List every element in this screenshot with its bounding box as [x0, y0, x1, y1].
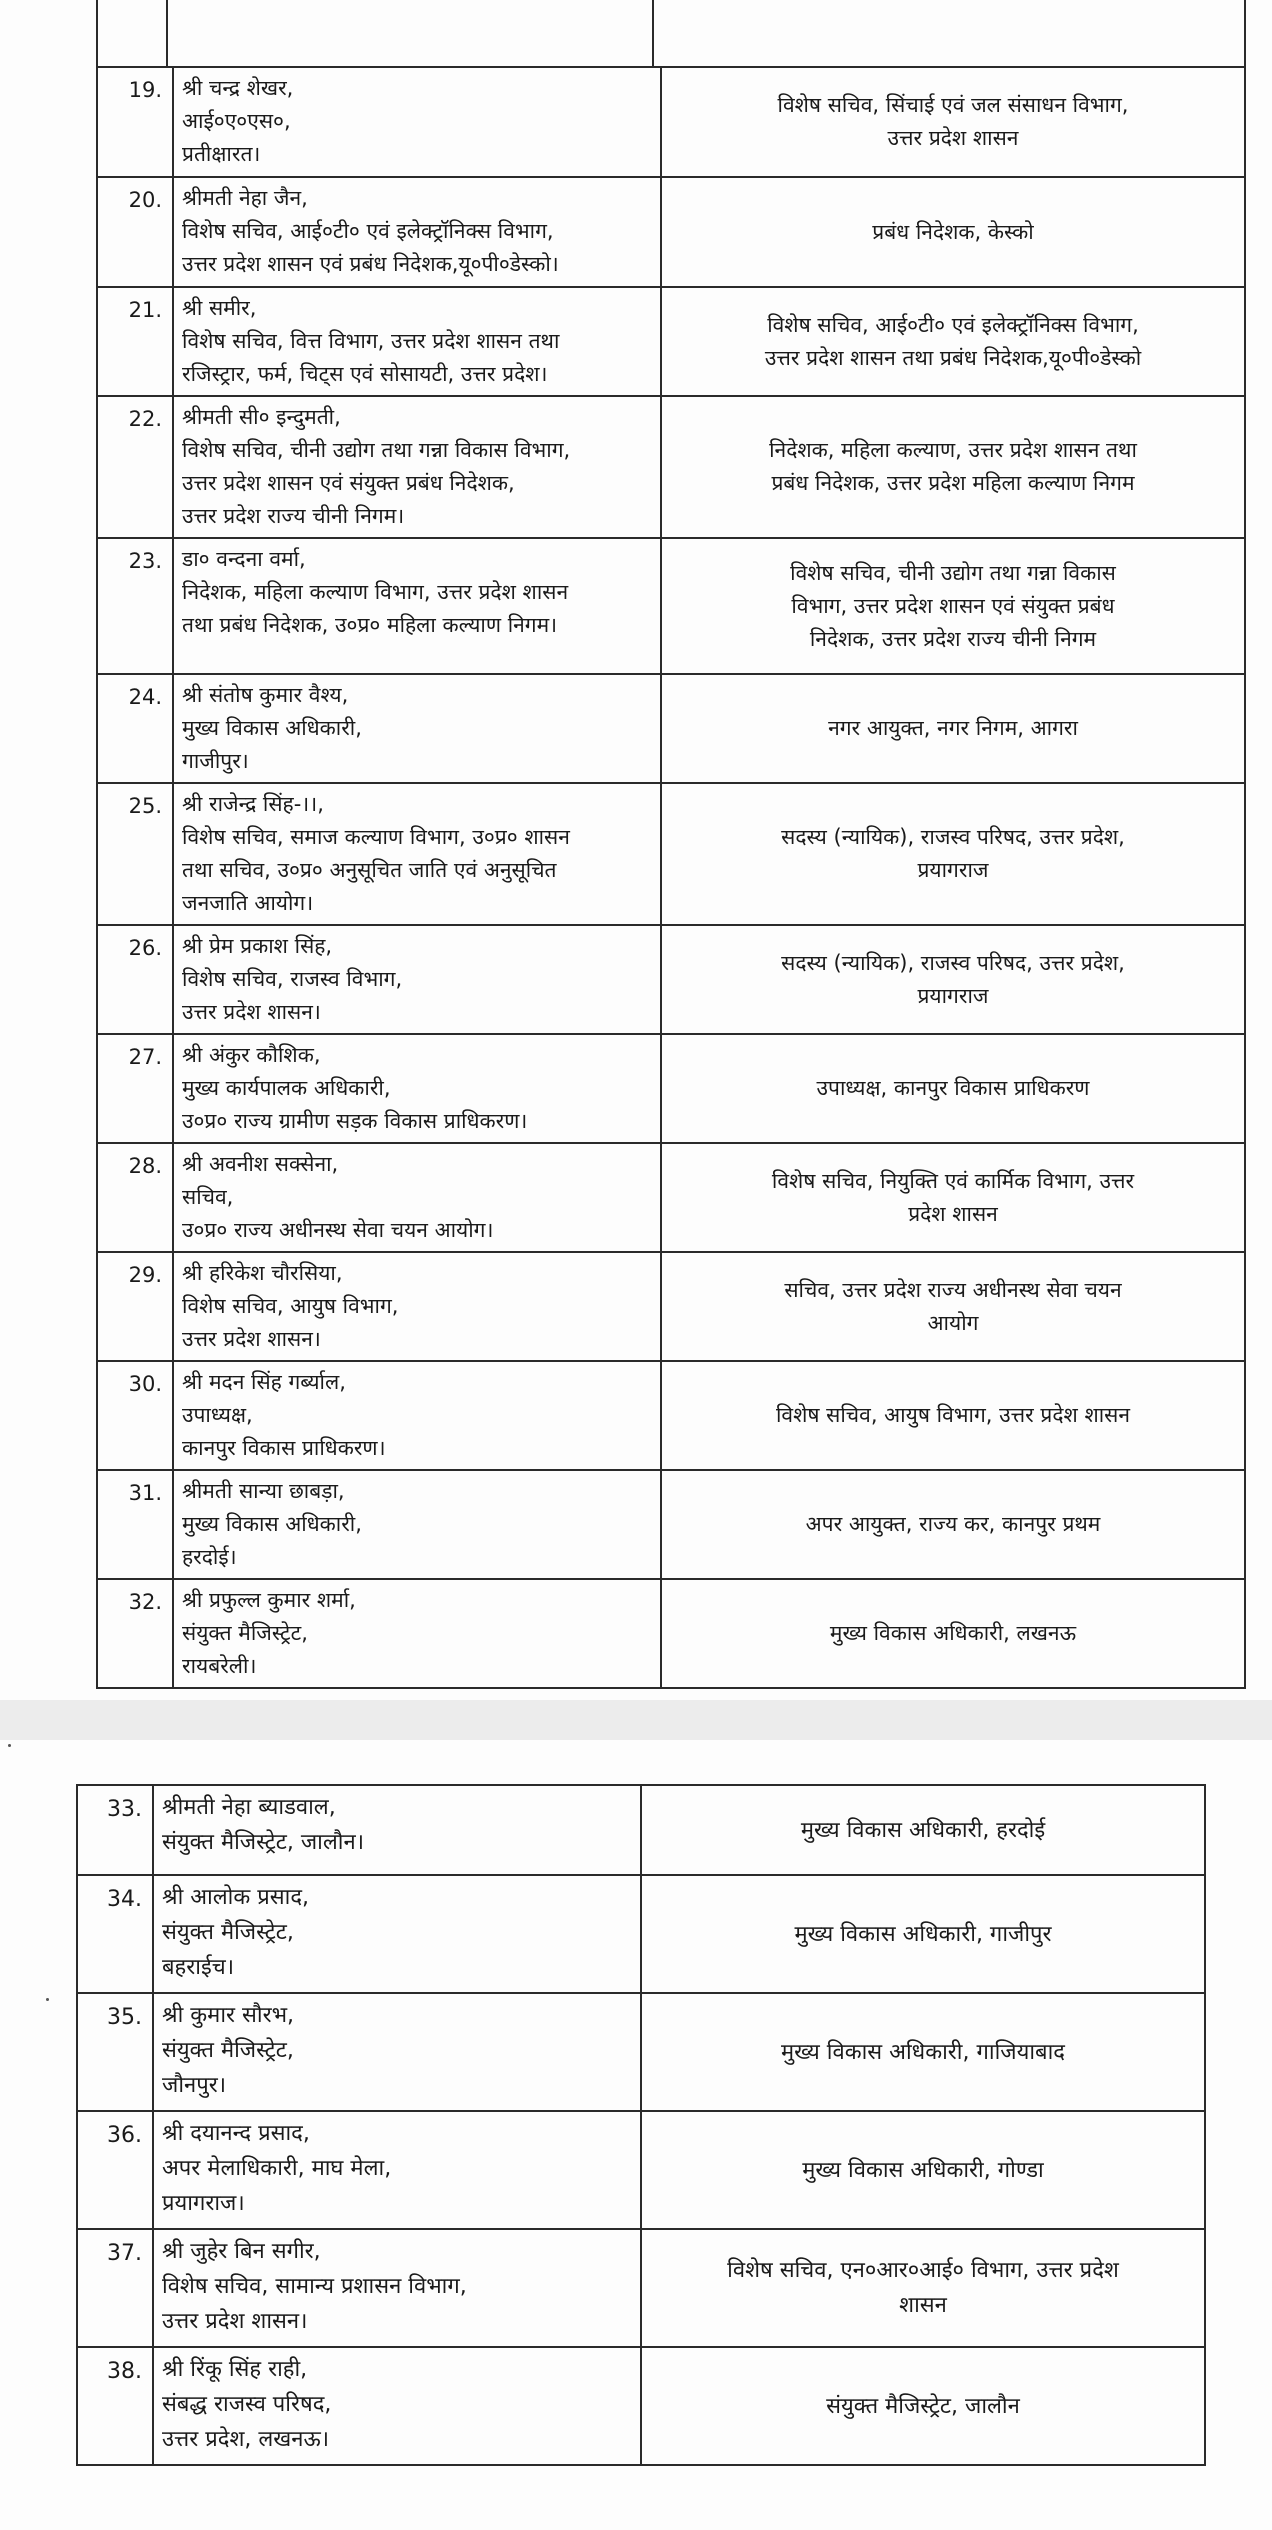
- current-posting-cell: श्री अंकुर कौशिक, मुख्य कार्यपालक अधिकारी, उ०प्र० राज्य ग्रामीण सड़क विकास प्राधिकरण।: [173, 1034, 661, 1143]
- current-posting-cell: श्री प्रफुल्ल कुमार शर्मा, संयुक्त मैजिस्ट्रेट, रायबरेली।: [173, 1579, 661, 1688]
- table-row: [77, 2229, 1205, 2347]
- table-row: [77, 1785, 1205, 1875]
- table-row: [97, 1034, 1245, 1143]
- table-row: [97, 177, 1245, 287]
- new-posting-cell: मुख्य विकास अधिकारी, लखनऊ: [661, 1579, 1245, 1688]
- table-row: [77, 2347, 1205, 2465]
- serial-number-cell: 20.: [97, 177, 173, 287]
- current-posting-cell: श्री कुमार सौरभ, संयुक्त मैजिस्ट्रेट, जौनपुर।: [153, 1993, 641, 2111]
- table-body: [97, 67, 1245, 1688]
- table-row: [97, 783, 1245, 925]
- current-posting-cell: श्री आलोक प्रसाद, संयुक्त मैजिस्ट्रेट, बहराईच।: [153, 1875, 641, 1993]
- serial-number-cell: 32.: [97, 1579, 173, 1688]
- serial-number-cell: 28.: [97, 1143, 173, 1252]
- serial-number-cell: 34.: [77, 1875, 153, 1993]
- table-row: [97, 538, 1245, 674]
- table-row: [77, 1993, 1205, 2111]
- new-posting-cell: विशेष सचिव, आयुष विभाग, उत्तर प्रदेश शासन: [661, 1361, 1245, 1470]
- column-divider: [652, 0, 654, 66]
- current-posting-cell: श्री चन्द्र शेखर, आई०ए०एस०, प्रतीक्षारत।: [173, 67, 661, 177]
- new-posting-cell: मुख्य विकास अधिकारी, गाजीपुर: [641, 1875, 1205, 1993]
- column-divider: [166, 0, 168, 66]
- table-row: [97, 1470, 1245, 1579]
- new-posting-cell: प्रबंध निदेशक, केस्को: [661, 177, 1245, 287]
- table-row: [97, 1579, 1245, 1688]
- current-posting-cell: श्री रिंकू सिंह राही, संबद्ध राजस्व परिषद, उत्तर प्रदेश, लखनऊ।: [153, 2347, 641, 2465]
- serial-number-cell: 30.: [97, 1361, 173, 1470]
- table-row: [77, 2111, 1205, 2229]
- new-posting-cell: मुख्य विकास अधिकारी, गाजियाबाद: [641, 1993, 1205, 2111]
- serial-number-cell: 23.: [97, 538, 173, 674]
- new-posting-cell: विशेष सचिव, सिंचाई एवं जल संसाधन विभाग, उत्तर प्रदेश शासन: [661, 67, 1245, 177]
- current-posting-cell: श्री अवनीश सक्सेना, सचिव, उ०प्र० राज्य अधीनस्थ सेवा चयन आयोग।: [173, 1143, 661, 1252]
- table-top-continuation: [96, 0, 1246, 66]
- new-posting-cell: मुख्य विकास अधिकारी, गोण्डा: [641, 2111, 1205, 2229]
- current-posting-cell: श्रीमती सान्या छाबड़ा, मुख्य विकास अधिकारी, हरदोई।: [173, 1470, 661, 1579]
- serial-number-cell: 31.: [97, 1470, 173, 1579]
- current-posting-cell: श्री समीर, विशेष सचिव, वित्त विभाग, उत्तर प्रदेश शासन तथा रजिस्ट्रार, फर्म, चिट्स एवं सोसायटी, उत्तर प्रदेश।: [173, 287, 661, 396]
- table-row: [97, 67, 1245, 177]
- table-row: [97, 1143, 1245, 1252]
- new-posting-cell: विशेष सचिव, नियुक्ति एवं कार्मिक विभाग, उत्तर प्रदेश शासन: [661, 1143, 1245, 1252]
- table-row: [97, 925, 1245, 1034]
- serial-number-cell: 19.: [97, 67, 173, 177]
- table-row: [97, 1361, 1245, 1470]
- new-posting-cell: उपाध्यक्ष, कानपुर विकास प्राधिकरण: [661, 1034, 1245, 1143]
- serial-number-cell: 21.: [97, 287, 173, 396]
- serial-number-cell: 33.: [77, 1785, 153, 1875]
- serial-number-cell: 25.: [97, 783, 173, 925]
- serial-number-cell: 29.: [97, 1252, 173, 1361]
- scan-speck: [8, 1744, 11, 1747]
- current-posting-cell: श्री संतोष कुमार वैश्य, मुख्य विकास अधिकारी, गाजीपुर।: [173, 674, 661, 783]
- current-posting-cell: श्रीमती नेहा ब्याडवाल, संयुक्त मैजिस्ट्रेट, जालौन।: [153, 1785, 641, 1875]
- table-row: [97, 674, 1245, 783]
- document-page-2: [0, 1740, 1272, 2530]
- current-posting-cell: श्रीमती सी० इन्दुमती, विशेष सचिव, चीनी उद्योग तथा गन्ना विकास विभाग, उत्तर प्रदेश शासन एवं संयुक्त प्रबंध निदेशक, उत्तर प्रदेश राज्य चीनी निगम।: [173, 396, 661, 538]
- serial-number-cell: 27.: [97, 1034, 173, 1143]
- new-posting-cell: विशेष सचिव, आई०टी० एवं इलेक्ट्रॉनिक्स विभाग, उत्तर प्रदेश शासन तथा प्रबंध निदेशक,यू०पी०डेस्को: [661, 287, 1245, 396]
- new-posting-cell: विशेष सचिव, एन०आर०आई० विभाग, उत्तर प्रदेश शासन: [641, 2229, 1205, 2347]
- new-posting-cell: नगर आयुक्त, नगर निगम, आगरा: [661, 674, 1245, 783]
- new-posting-cell: संयुक्त मैजिस्ट्रेट, जालौन: [641, 2347, 1205, 2465]
- new-posting-cell: निदेशक, महिला कल्याण, उत्तर प्रदेश शासन तथा प्रबंध निदेशक, उत्तर प्रदेश महिला कल्याण निगम: [661, 396, 1245, 538]
- serial-number-cell: 37.: [77, 2229, 153, 2347]
- new-posting-cell: सदस्य (न्यायिक), राजस्व परिषद, उत्तर प्रदेश, प्रयागराज: [661, 783, 1245, 925]
- current-posting-cell: श्रीमती नेहा जैन, विशेष सचिव, आई०टी० एवं इलेक्ट्रॉनिक्स विभाग, उत्तर प्रदेश शासन एवं प्रबंध निदेशक,यू०पी०डेस्को।: [173, 177, 661, 287]
- transfer-table-page-1: [96, 66, 1246, 1689]
- new-posting-cell: सदस्य (न्यायिक), राजस्व परिषद, उत्तर प्रदेश, प्रयागराज: [661, 925, 1245, 1034]
- new-posting-cell: अपर आयुक्त, राज्य कर, कानपुर प्रथम: [661, 1470, 1245, 1579]
- new-posting-cell: मुख्य विकास अधिकारी, हरदोई: [641, 1785, 1205, 1875]
- serial-number-cell: 35.: [77, 1993, 153, 2111]
- serial-number-cell: 24.: [97, 674, 173, 783]
- table-row: [97, 1252, 1245, 1361]
- current-posting-cell: श्री दयानन्द प्रसाद, अपर मेलाधिकारी, माघ मेला, प्रयागराज।: [153, 2111, 641, 2229]
- table-body: [77, 1785, 1205, 2465]
- current-posting-cell: डा० वन्दना वर्मा, निदेशक, महिला कल्याण विभाग, उत्तर प्रदेश शासन तथा प्रबंध निदेशक, उ०प्र० महिला कल्याण निगम।: [173, 538, 661, 674]
- serial-number-cell: 26.: [97, 925, 173, 1034]
- current-posting-cell: श्री प्रेम प्रकाश सिंह, विशेष सचिव, राजस्व विभाग, उत्तर प्रदेश शासन।: [173, 925, 661, 1034]
- new-posting-cell: सचिव, उत्तर प्रदेश राज्य अधीनस्थ सेवा चयन आयोग: [661, 1252, 1245, 1361]
- current-posting-cell: श्री मदन सिंह गर्ब्याल, उपाध्यक्ष, कानपुर विकास प्राधिकरण।: [173, 1361, 661, 1470]
- new-posting-cell: विशेष सचिव, चीनी उद्योग तथा गन्ना विकास विभाग, उत्तर प्रदेश शासन एवं संयुक्त प्रबंध निदेशक, उत्तर प्रदेश राज्य चीनी निगम: [661, 538, 1245, 674]
- table-row: [77, 1875, 1205, 1993]
- current-posting-cell: श्री जुहेर बिन सगीर, विशेष सचिव, सामान्य प्रशासन विभाग, उत्तर प्रदेश शासन।: [153, 2229, 641, 2347]
- current-posting-cell: श्री राजेन्द्र सिंह-।।, विशेष सचिव, समाज कल्याण विभाग, उ०प्र० शासन तथा सचिव, उ०प्र० अनुसूचित जाति एवं अनुसूचित जनजाति आयोग।: [173, 783, 661, 925]
- table-row: [97, 396, 1245, 538]
- scan-speck: [46, 1998, 49, 2001]
- serial-number-cell: 22.: [97, 396, 173, 538]
- current-posting-cell: श्री हरिकेश चौरसिया, विशेष सचिव, आयुष विभाग, उत्तर प्रदेश शासन।: [173, 1252, 661, 1361]
- table-row: [97, 287, 1245, 396]
- transfer-table-page-2: [76, 1784, 1206, 2466]
- page-gap: [0, 1700, 1272, 1740]
- serial-number-cell: 38.: [77, 2347, 153, 2465]
- serial-number-cell: 36.: [77, 2111, 153, 2229]
